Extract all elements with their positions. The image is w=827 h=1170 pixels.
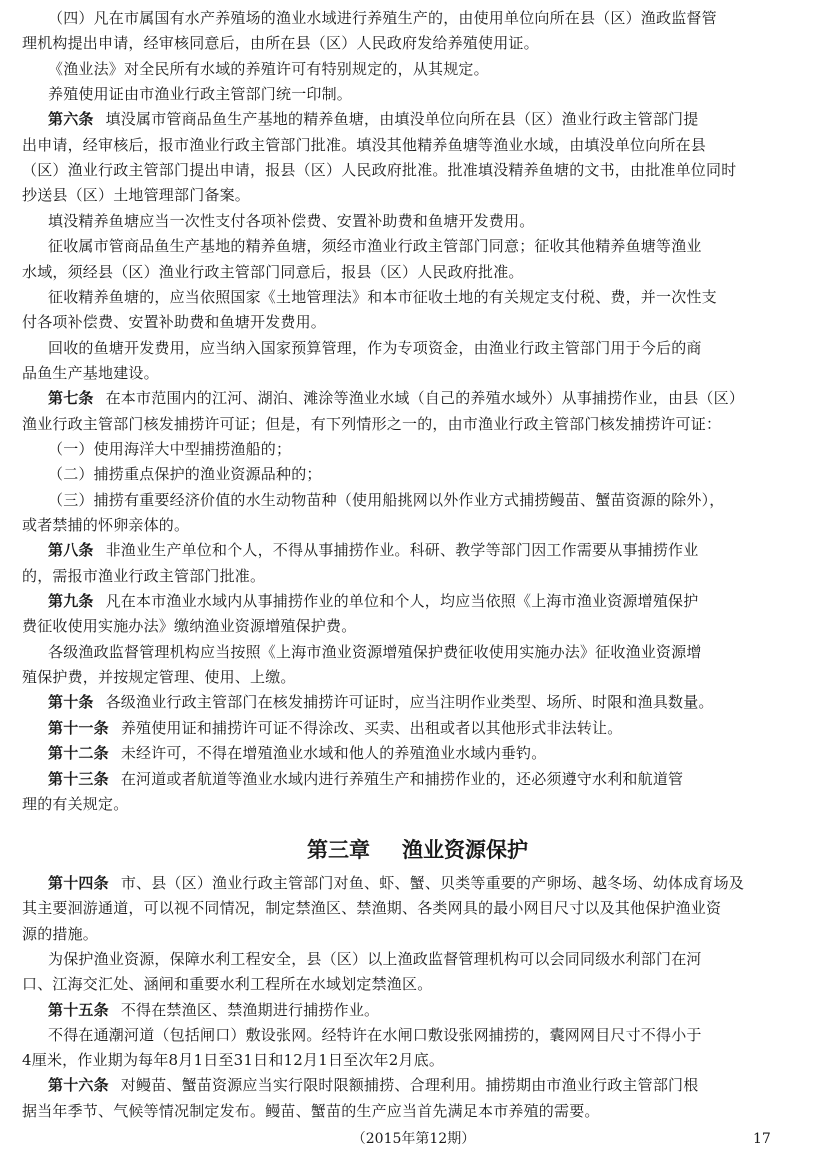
line-text: 未经许可，不得在增殖渔业水域和他人的养殖渔业水域内垂钓。 [120, 744, 547, 763]
text-line [22, 614, 813, 638]
article-number: 第十条 [48, 693, 94, 712]
line-text: 或者禁捕的怀卵亲体的。 [22, 516, 190, 534]
line-text: （二）捕捞重点保护的渔业资源品种的； [48, 465, 322, 484]
text-line [22, 640, 813, 664]
text-line [22, 361, 813, 385]
text-line [22, 589, 813, 613]
text-line [22, 1023, 813, 1047]
line-text: 回收的鱼塘开发费用，应当纳入国家预算管理，作为专项资金，由渔业行政主管部门用于今后的商 [48, 338, 702, 357]
text-line [22, 1048, 813, 1072]
text-line [22, 183, 813, 207]
line-text: 养殖使用证由市渔业行政主管部门统一印制。 [48, 85, 353, 104]
chapter-number: 第三章 [307, 838, 370, 862]
line-text: 在河道或者航道等渔业水域内进行养殖生产和捕捞作业的，还必须遵守水利和航道管 [120, 769, 684, 788]
article-number: 第十六条 [48, 1076, 109, 1095]
article-number: 第十四条 [48, 874, 109, 892]
line-text: （区）渔业行政主管部门提出申请，报县（区）人民政府批准。批准填没精养鱼塘的文书，由批准单位同时 [22, 161, 737, 180]
text-line [22, 234, 813, 258]
text-line [22, 285, 813, 309]
text-line [22, 767, 813, 791]
line-text: 市、县（区）渔业行政主管部门对鱼、虾、蟹、贝类等重要的产卵场、越冬场、幼体成育场及 [120, 874, 745, 892]
line-text: 的，需报市渔业行政主管部门批准。 [22, 566, 266, 585]
line-text: 各级渔业行政主管部门在核发捕捞许可证时，应当注明作业类型、场所、时限和渔具数量。 [105, 693, 714, 712]
text-line [22, 665, 813, 689]
text-line [22, 336, 813, 360]
text-line [22, 412, 813, 436]
text-line [22, 437, 813, 461]
text-line [22, 386, 813, 410]
line-text: 其主要洄游通道，可以视不同情况，制定禁渔区、禁渔期、各类网具的最小网目尺寸以及其他保护渔业资 [22, 899, 722, 918]
text-line [22, 513, 813, 537]
line-text: 源的措施。 [22, 924, 99, 943]
line-text: 非渔业生产单位和个人，不得从事捕捞作业。科研、教学等部门因工作需要从事捕捞作业 [105, 541, 699, 560]
line-text: 凡在本市渔业水域内从事捕捞作业的单位和个人，均应当依照《上海市渔业资源增殖保护 [105, 592, 699, 611]
line-text: 渔业行政主管部门核发捕捞许可证；但是，有下列情形之一的，由市渔业行政主管部门核发捕捞许可证： [22, 414, 722, 433]
text-line [22, 998, 813, 1022]
line-text: （四）凡在市属国有水产养殖场的渔业水域进行养殖生产的，由使用单位向所在县（区）渔政监督管 [48, 9, 717, 27]
text-line [22, 972, 813, 996]
text-line [22, 741, 813, 765]
line-text: 据当年季节、气候等情况制定发布。鳗苗、蟹苗的生产应当首先满足本市养殖的需要。 [22, 1101, 600, 1120]
line-text: 各级渔政监督管理机构应当按照《上海市渔业资源增殖保护费征收使用实施办法》征收渔业资源增 [48, 642, 702, 661]
page-number: 17 [753, 1131, 771, 1147]
line-text: 征收精养鱼塘的，应当依照国家《土地管理法》和本市征收土地的有关规定支付税、费，并一次性支 [48, 287, 717, 306]
article-number: 第九条 [48, 592, 94, 611]
line-text: 水域，须经县（区）渔业行政主管部门同意后，报县（区）人民政府批准。 [22, 262, 524, 281]
line-text: 填没精养鱼塘应当一次性支付各项补偿费、安置补助费和鱼塘开发费用。 [48, 211, 535, 230]
article-number: 第八条 [48, 541, 94, 560]
article-number: 第十二条 [48, 744, 109, 763]
line-text: 口、江海交汇处、涵闸和重要水利工程所在水域划定禁渔区。 [22, 975, 433, 994]
text-line [22, 107, 813, 131]
article-number: 第六条 [48, 110, 94, 129]
line-text: （三）捕捞有重要经济价值的水生动物苗种（使用船挑网以外作业方式捕捞鳗苗、蟹苗资源的除外）， [48, 490, 725, 509]
text-line [22, 462, 813, 486]
line-text: 不得在禁渔区、禁渔期进行捕捞作业。 [120, 1000, 380, 1019]
text-line [22, 792, 813, 816]
line-text: 费征收使用实施办法》缴纳渔业资源增殖保护费。 [22, 617, 357, 636]
line-text: 品鱼生产基地建设。 [22, 363, 159, 382]
article-number: 第十一条 [48, 718, 109, 737]
text-line [22, 947, 813, 971]
page-footer [0, 1128, 827, 1150]
text-line [22, 158, 813, 182]
text-line [22, 209, 813, 233]
line-text: 殖保护费，并按规定管理、使用、上缴。 [22, 668, 296, 687]
text-line [22, 6, 813, 30]
text-line [22, 922, 813, 946]
line-text: 理机构提出申请，经审核同意后，由所在县（区）人民政府发给养殖使用证。 [22, 34, 539, 53]
chapter-title: 渔业资源保护 [402, 838, 528, 862]
text-line [22, 716, 813, 740]
line-text: 不得在通潮河道（包括闸口）敷设张网。经特许在水闸口敷设张网捕捞的，囊网网目尺寸不得小于 [48, 1025, 702, 1044]
line-text: 征收属市管商品鱼生产基地的精养鱼塘，须经市渔业行政主管部门同意；征收其他精养鱼塘等渔业 [48, 237, 702, 256]
line-text: 填没属市管商品鱼生产基地的精养鱼塘，由填没单位向所在县（区）渔业行政主管部门提 [105, 110, 699, 129]
article-number: 第七条 [48, 389, 94, 408]
text-line [22, 896, 813, 920]
text-line [22, 133, 813, 157]
article-number: 第十五条 [48, 1000, 109, 1019]
line-text: 《渔业法》对全民所有水域的养殖许可有特别规定的，从其规定。 [48, 59, 489, 78]
line-text: 4厘米，作业期为每年8月1日至31日和12月1日至次年2月底。 [22, 1051, 445, 1070]
article-number: 第十三条 [48, 769, 109, 788]
line-text: 抄送县（区）土地管理部门备案。 [22, 186, 251, 205]
line-text: 理的有关规定。 [22, 794, 129, 813]
text-line [22, 690, 813, 714]
text-line [22, 1099, 813, 1123]
text-line [22, 1073, 813, 1097]
text-line [22, 82, 813, 106]
text-line [22, 31, 813, 55]
text-line [22, 871, 813, 895]
line-text: 对鳗苗、蟹苗资源应当实行限时限额捕捞、合理利用。捕捞期由市渔业行政主管部门根 [120, 1076, 699, 1095]
issue-label: （2015年第12期） [351, 1131, 476, 1147]
line-text: 在本市范围内的江河、湖泊、滩涂等渔业水域（自己的养殖水域外）从事捕捞作业，由县（区） [105, 389, 745, 408]
text-line [22, 488, 813, 512]
line-text: 出申请，经审核后，报市渔业行政主管部门批准。填没其他精养鱼塘等渔业水域，由填没单位向所在县 [22, 135, 707, 154]
line-text: 付各项补偿费、安置补助费和鱼塘开发费用。 [22, 313, 327, 332]
text-line [22, 57, 813, 81]
line-text: 为保护渔业资源，保障水利工程安全，县（区）以上渔政监督管理机构可以会同同级水利部门在河 [48, 949, 702, 968]
text-line [22, 538, 813, 562]
text-line [22, 564, 813, 588]
line-text: （一）使用海洋大中型捕捞渔船的； [48, 439, 292, 458]
chapter-heading [22, 834, 813, 866]
line-text: 养殖使用证和捕捞许可证不得涂改、买卖、出租或者以其他形式非法转让。 [120, 718, 623, 737]
text-line [22, 310, 813, 334]
text-line [22, 260, 813, 284]
